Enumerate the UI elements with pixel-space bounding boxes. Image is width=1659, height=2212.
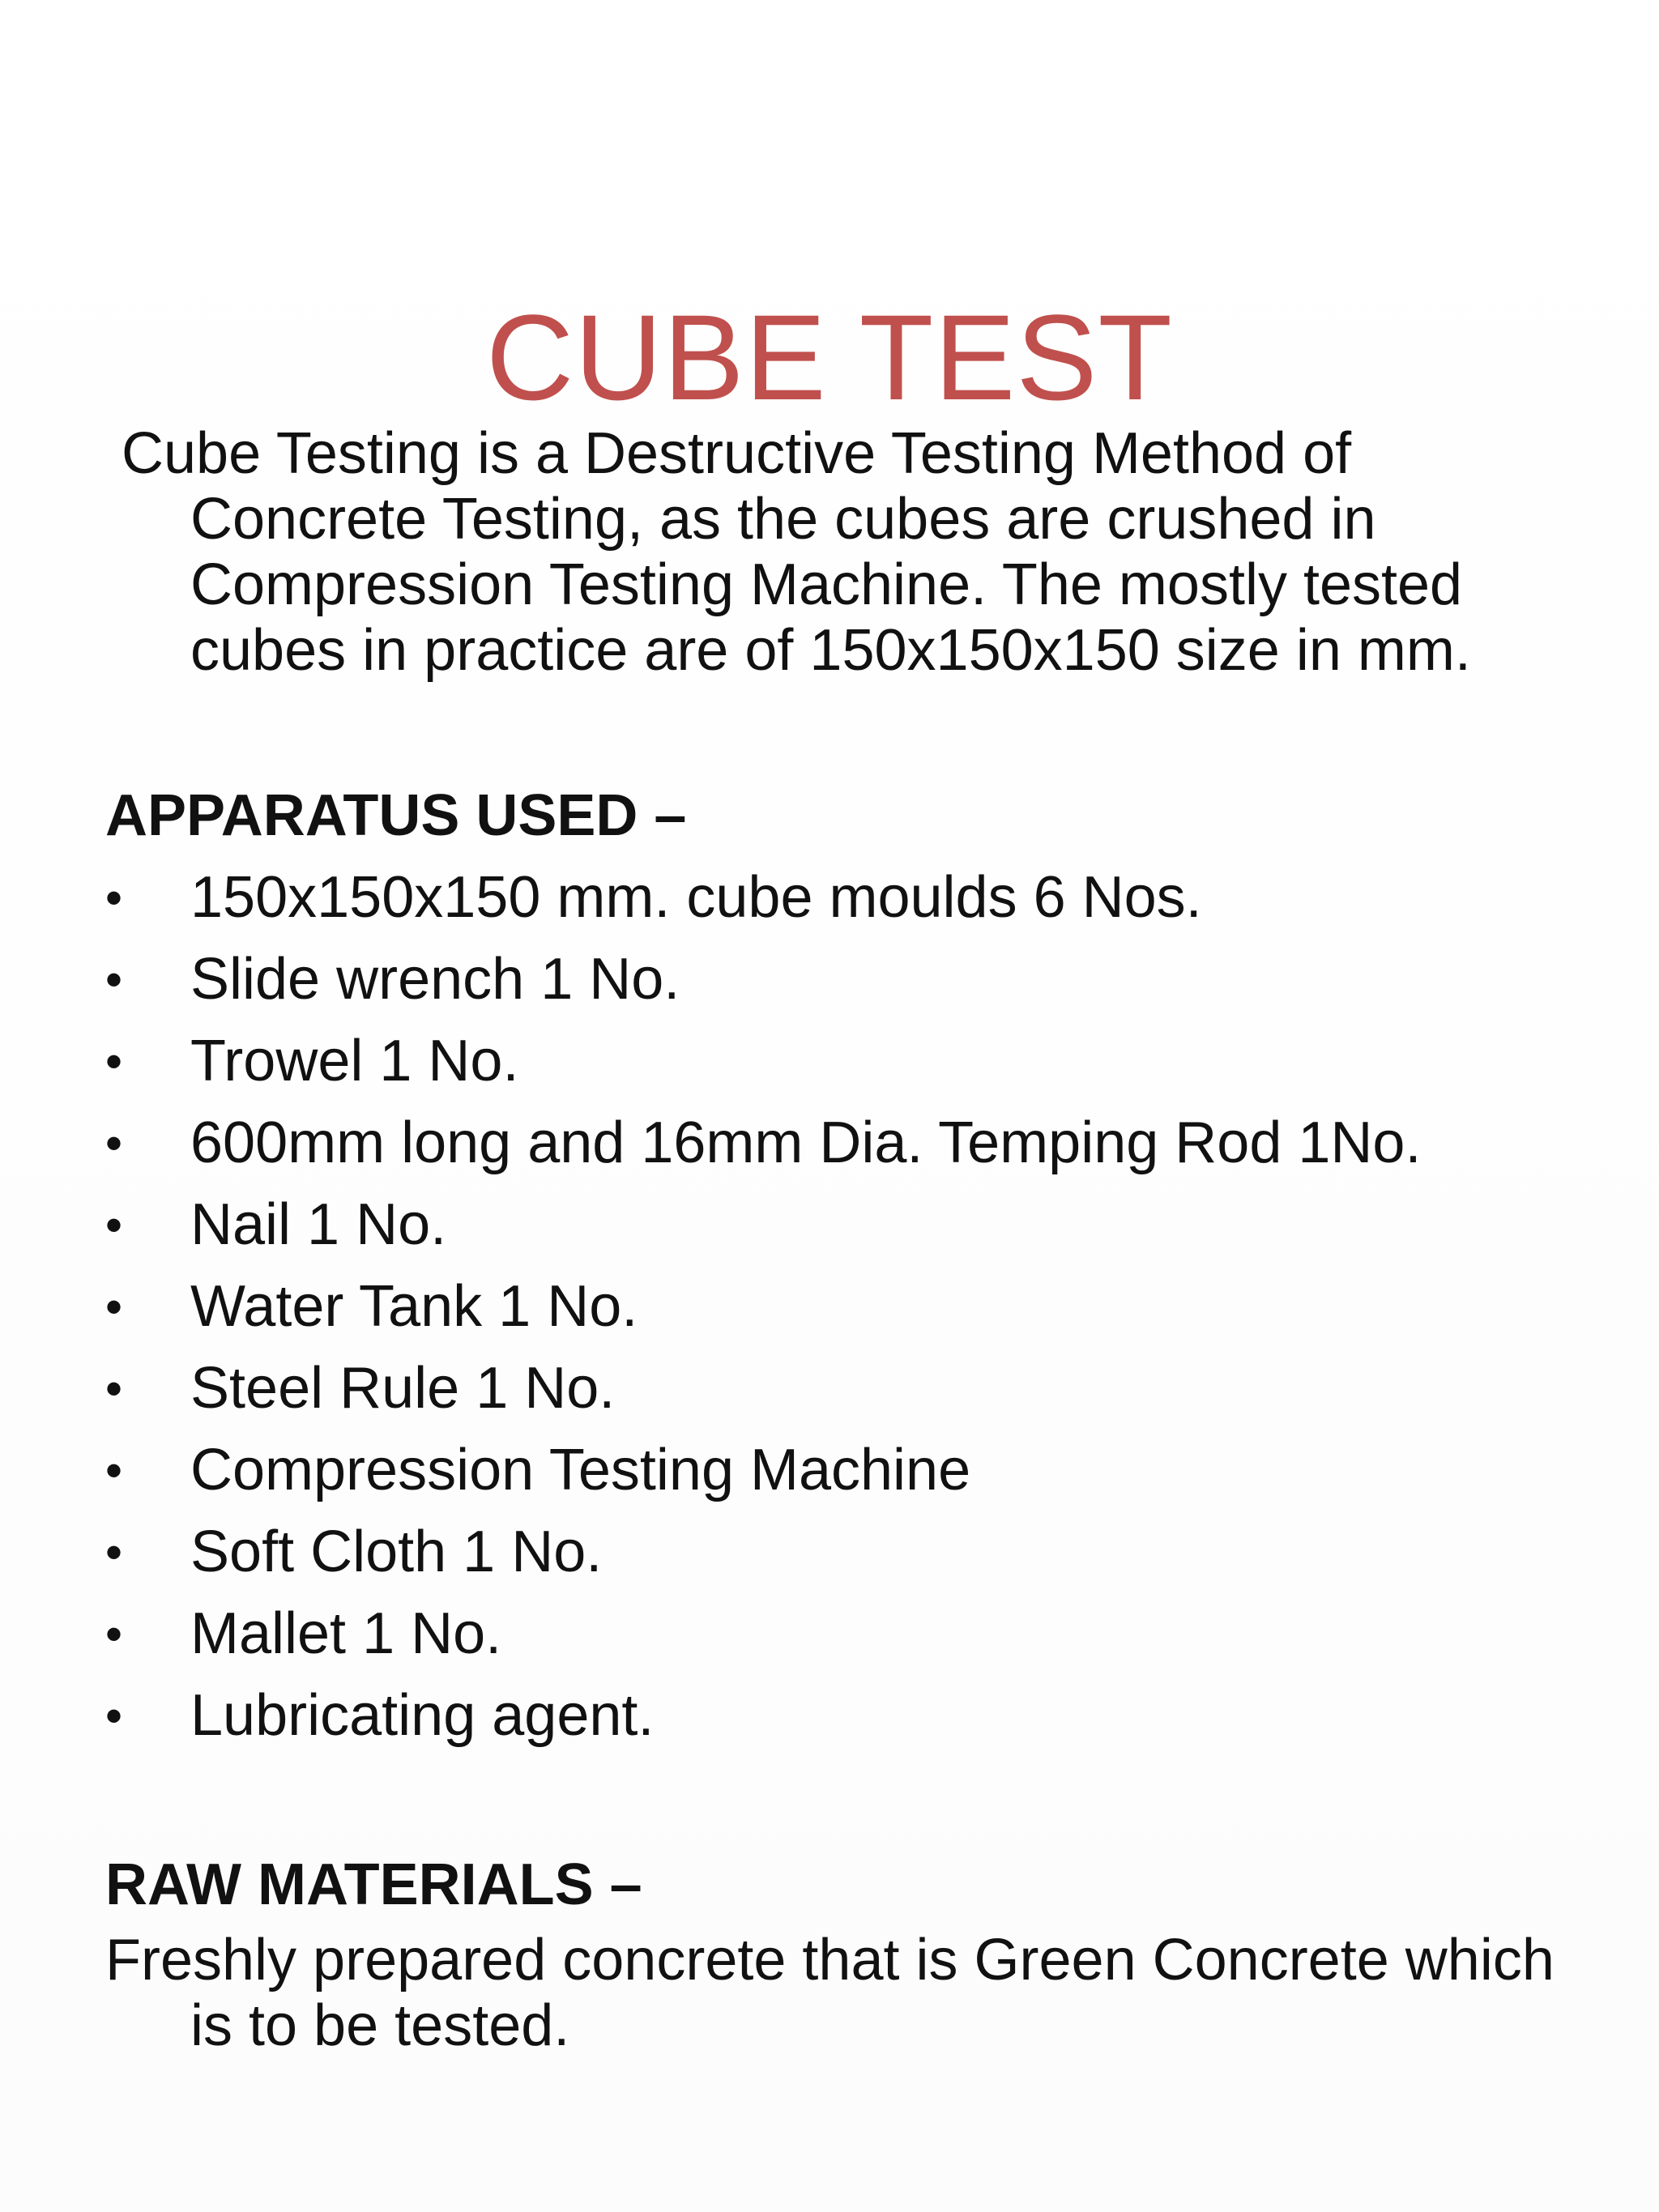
bullet-icon: • — [105, 1198, 123, 1252]
list-item — [105, 1021, 1628, 1102]
list-item — [105, 1593, 1628, 1675]
list-item — [105, 1430, 1628, 1511]
list-item-text: Trowel 1 No. — [190, 1029, 519, 1093]
bullet-icon: • — [105, 1443, 123, 1498]
list-item-text: Compression Testing Machine — [190, 1438, 971, 1502]
list-item — [105, 1675, 1628, 1757]
raw-materials-paragraph — [105, 1928, 1604, 2059]
list-item-text: Nail 1 No. — [190, 1192, 447, 1257]
list-item-text: Lubricating agent. — [190, 1683, 655, 1748]
raw-materials-text: Freshly prepared concrete that is Green Concrete which is to be tested. — [105, 1928, 1555, 2058]
bullet-icon: • — [105, 1362, 123, 1416]
intro-paragraph — [122, 421, 1580, 684]
intro-text: Cube Testing is a Destructive Testing Method of Concrete Testing, as the cubes are crushed in Compression Testing Machine. The mostly tested cubes in practice are of 150x150x150 size in mm. — [122, 421, 1471, 683]
list-item — [105, 939, 1628, 1021]
slide-title: CUBE TEST — [485, 288, 1174, 425]
list-item — [105, 1266, 1628, 1348]
list-item — [105, 1511, 1628, 1593]
list-item-text: Water Tank 1 No. — [190, 1274, 638, 1339]
raw-materials-heading: RAW MATERIALS – — [105, 1852, 642, 1917]
bullet-icon: • — [105, 871, 123, 925]
list-item-text: Soft Cloth 1 No. — [190, 1519, 603, 1584]
list-item-text: Steel Rule 1 No. — [190, 1356, 616, 1421]
list-item-text: 150x150x150 mm. cube moulds 6 Nos. — [190, 865, 1202, 930]
list-item — [105, 1348, 1628, 1430]
list-item — [105, 1102, 1628, 1184]
bullet-icon: • — [105, 1525, 123, 1579]
bullet-icon: • — [105, 1280, 123, 1334]
bullet-icon: • — [105, 1116, 123, 1170]
bullet-icon: • — [105, 1689, 123, 1743]
list-item-text: 600mm long and 16mm Dia. Temping Rod 1No. — [190, 1110, 1422, 1175]
bullet-icon: • — [105, 953, 123, 1007]
list-item-text: Slide wrench 1 No. — [190, 947, 680, 1012]
apparatus-heading: APPARATUS USED – — [105, 783, 687, 848]
apparatus-list — [105, 857, 1628, 1757]
list-item — [105, 857, 1628, 939]
list-item-text: Mallet 1 No. — [190, 1601, 502, 1666]
list-item — [105, 1184, 1628, 1266]
bullet-icon: • — [105, 1034, 123, 1089]
bullet-icon: • — [105, 1607, 123, 1661]
